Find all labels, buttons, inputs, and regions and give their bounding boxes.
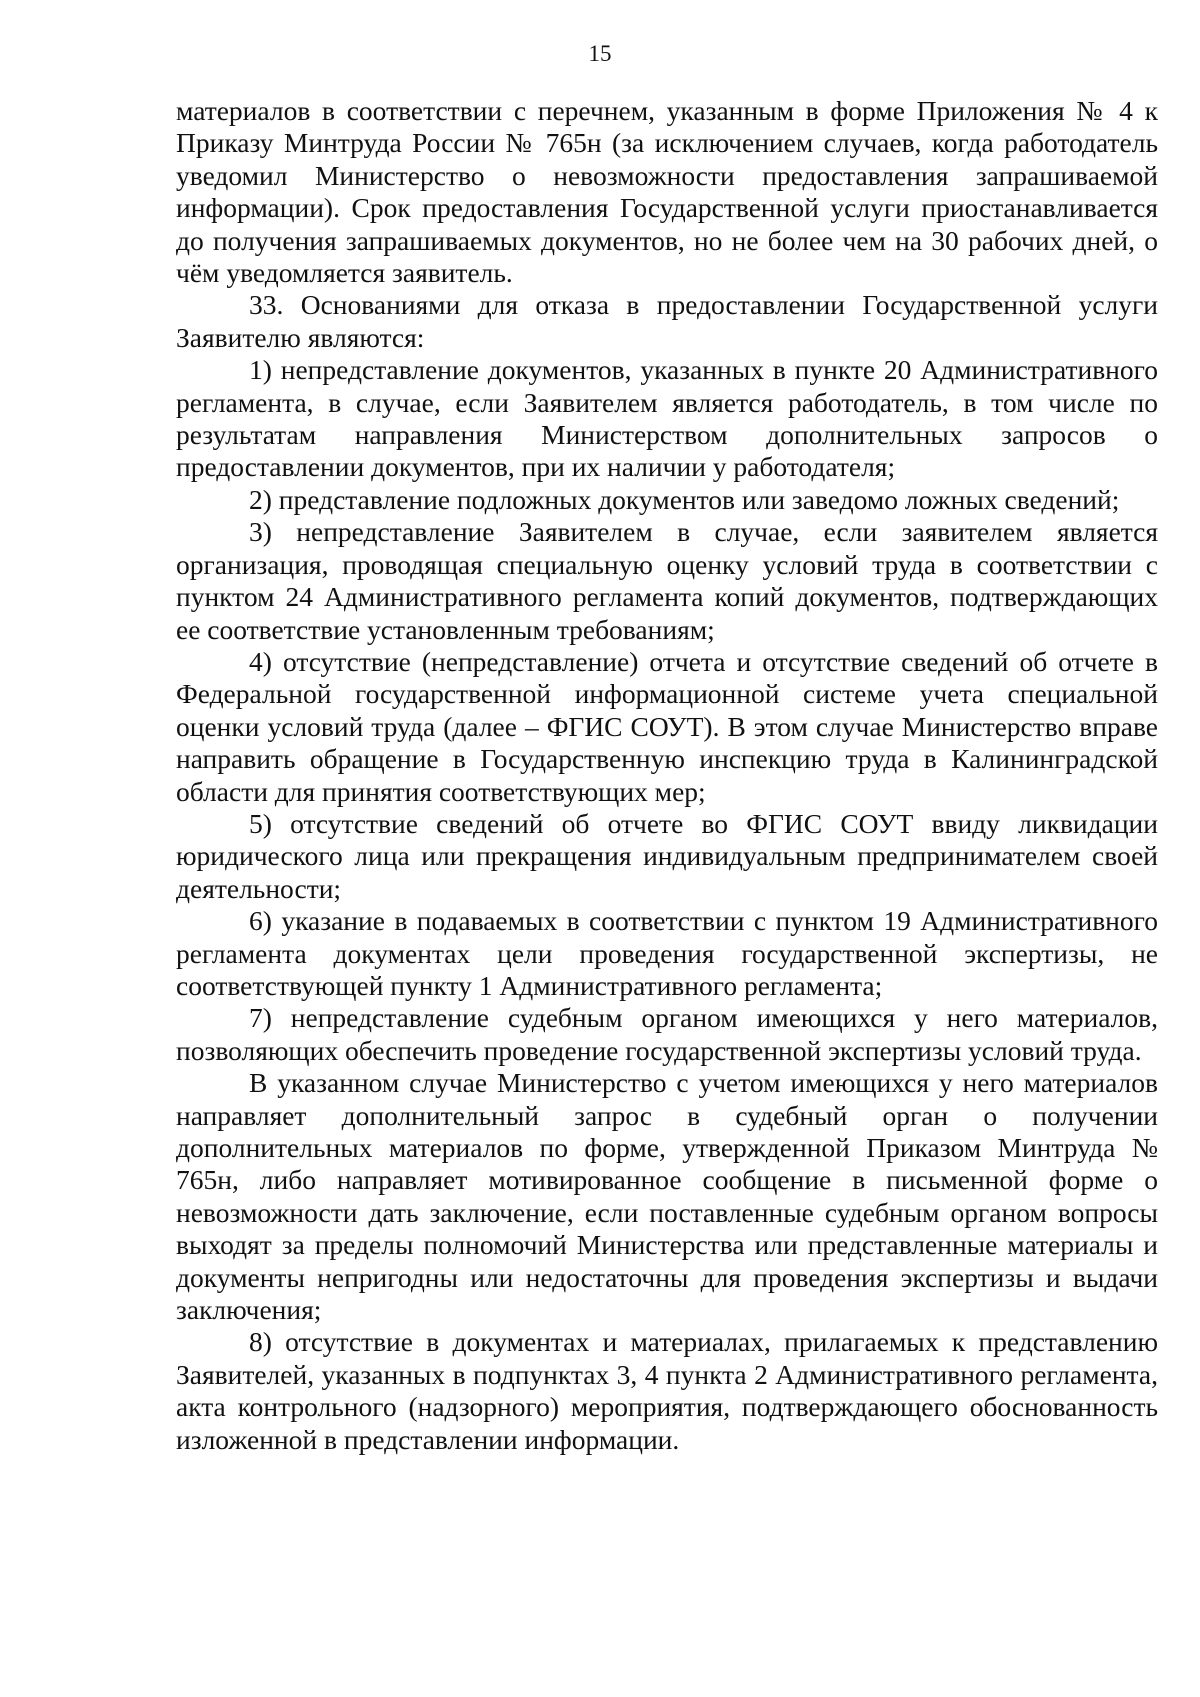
paragraph-item-33: 33. Основаниями для отказа в предоставлении Государственной услуги Заявителю являются: [176,289,1158,353]
paragraph-note: В указанном случае Министерство с учетом имеющихся у него материалов направляет дополнительный запрос в судебный орган о получении дополнительных материалов по форме, утвержденной Приказом Минтруда № 765н, либо направляет мотивированное сообщение в письменной форме о невозможности дать заключение, если поставленные судебным органом вопросы выходят за пределы полномочий Министерства или представленные материалы и документы непригодны или недостаточны для проведения экспертизы и выдачи заключения; [176,1067,1158,1326]
paragraph-subitem-8: 8) отсутствие в документах и материалах, прилагаемых к представлению Заявителей, указанных в подпунктах 3, 4 пункта 2 Административного регламента, акта контрольного (надзорного) мероприятия, подтверждающего обоснованность изложенной в представлении информации. [176,1326,1158,1455]
paragraph-subitem-5: 5) отсутствие сведений об отчете во ФГИС СОУТ ввиду ликвидации юридического лица или прекращения индивидуальным предпринимателем своей деятельности; [176,807,1158,904]
page-number: 15 [588,41,612,66]
paragraph-subitem-4: 4) отсутствие (непредставление) отчета и отсутствие сведений об отчете в Федеральной государственной информационной системе учета специальной оценки условий труда (далее – ФГИС СОУТ). В этом случае Министерство вправе направить обращение в Государственную инспекцию труда в Калининградской области для принятия соответствующих мер; [176,645,1158,807]
paragraph-subitem-2: 2) представление подложных документов или заведомо ложных сведений; [249,483,1120,515]
document-body [176,95,1158,1456]
paragraph-subitem-1: 1) непредставление документов, указанных в пункте 20 Административного регламента, в случае, если Заявителем является работодатель, в том числе по результатам направления Министерством дополнительных запросов о предоставлении документов, при их наличии у работодателя; [176,354,1158,483]
paragraph-subitem-3: 3) непредставление Заявителем в случае, если заявителем является организация, проводящая специальную оценку условий труда в соответствии с пунктом 24 Административного регламента копий документов, подтверждающих ее соответствие установленным требованиям; [176,516,1158,645]
paragraph-subitem-6: 6) указание в подаваемых в соответствии с пунктом 19 Административного регламента документах цели проведения государственной экспертизы, не соответствующей пункту 1 Административного регламента; [176,905,1158,1001]
paragraph-continuation: материалов в соответствии с перечнем, указанным в форме Приложения № 4 к Приказу Минтруда России № 765н (за исключением случаев, когда работодатель уведомил Министерство о невозможности предоставления запрашиваемой информации). Срок предоставления Государственной услуги приостанавливается до получения запрашиваемых документов, но не более чем на 30 рабочих дней, о чём уведомляется заявитель. [176,95,1158,289]
paragraph-subitem-7: 7) непредставление судебным органом имеющихся у него материалов, позволяющих обеспечить проведение государственной экспертизы условий труда. [176,1002,1158,1066]
